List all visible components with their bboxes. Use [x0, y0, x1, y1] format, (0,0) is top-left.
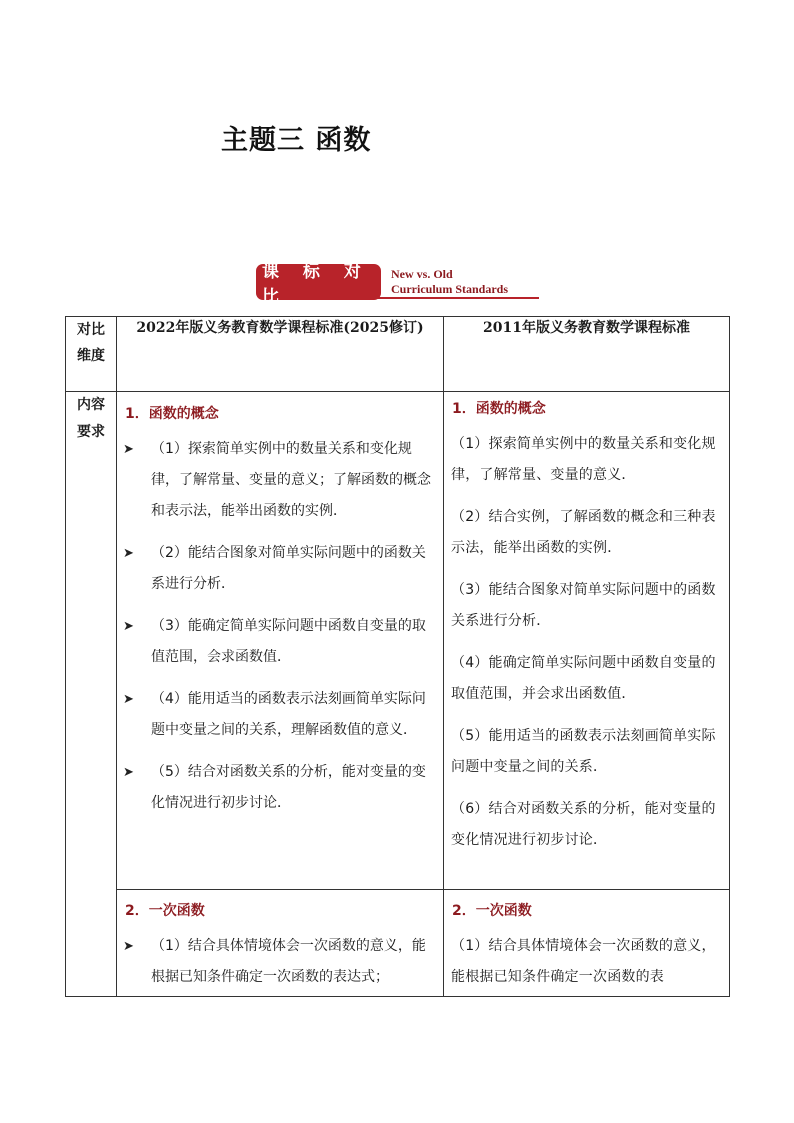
header-dimension: 对比维度 [66, 317, 117, 392]
table-row [66, 890, 730, 997]
requirement-item: ➤ （5）结合对函数关系的分析，能对变量的变化情况进行初步讨论． [117, 757, 443, 819]
requirement-item: ➤ （2）能结合图象对简单实际问题中的函数关系进行分析． [117, 538, 443, 600]
arrow-bullet-icon: ➤ [123, 442, 134, 457]
arrow-bullet-icon: ➤ [123, 939, 134, 954]
requirement-item: （3）能结合图象对简单实际问题中的函数关系进行分析． [451, 582, 716, 629]
new-section1-title: 1．函数的概念 [125, 406, 219, 422]
old-section-function-concept [444, 392, 730, 890]
new-section-linear-function [117, 890, 444, 997]
header-new-standard: 2022年版义务教育数学课程标准(2025修订) [117, 317, 444, 392]
banner-english [391, 267, 541, 297]
table-header-row [66, 317, 730, 392]
page-title: 主题三 函数 [221, 125, 372, 156]
old-section1-title: 1．函数的概念 [452, 401, 546, 417]
banner-label: 课 标 对 比 [256, 264, 381, 300]
new-section2-title: 2．一次函数 [125, 903, 205, 919]
requirement-item: ➤ （4）能用适当的函数表示法刻画简单实际问题中变量之间的关系，理解函数值的意义． [117, 684, 443, 746]
section-banner [256, 262, 546, 307]
banner-english-line2: Curriculum Standards [391, 282, 509, 296]
requirement-item: （6）结合对函数关系的分析，能对变量的变化情况进行初步讨论． [451, 801, 716, 848]
row-label-content-requirements: 内容要求 [66, 392, 117, 997]
new-section-function-concept [117, 392, 444, 890]
requirement-item: ➤ （3）能确定简单实际问题中函数自变量的取值范围，会求函数值． [117, 611, 443, 673]
table-row [66, 392, 730, 890]
arrow-bullet-icon: ➤ [123, 765, 134, 780]
requirement-item: （4）能确定简单实际问题中函数自变量的取值范围，并会求出函数值． [451, 655, 716, 702]
old-section2-title: 2．一次函数 [452, 903, 532, 919]
requirement-item: （2）结合实例，了解函数的概念和三种表示法，能举出函数的实例． [451, 509, 716, 556]
comparison-table [65, 316, 730, 997]
requirement-item: （1）探索简单实例中的数量关系和变化规律，了解常量、变量的意义． [451, 436, 716, 483]
header-old-standard: 2011年版义务教育数学课程标准 [444, 317, 730, 392]
arrow-bullet-icon: ➤ [123, 546, 134, 561]
arrow-bullet-icon: ➤ [123, 619, 134, 634]
requirement-item: ➤ （1）结合具体情境体会一次函数的意义，能根据已知条件确定一次函数的表达式； [117, 931, 443, 993]
old-section-linear-function [444, 890, 730, 997]
arrow-bullet-icon: ➤ [123, 692, 134, 707]
banner-english-line1: New vs. Old [391, 267, 453, 281]
requirement-item: ➤ （1）探索简单实例中的数量关系和变化规律，了解常量、变量的意义；了解函数的概念和表示法，能举出函数的实例． [117, 434, 443, 527]
requirement-item: （5）能用适当的函数表示法刻画简单实际问题中变量之间的关系． [451, 728, 716, 775]
banner-underline [376, 297, 539, 299]
requirement-item: （1）结合具体情境体会一次函数的意义，能根据已知条件确定一次函数的表 [451, 938, 716, 985]
